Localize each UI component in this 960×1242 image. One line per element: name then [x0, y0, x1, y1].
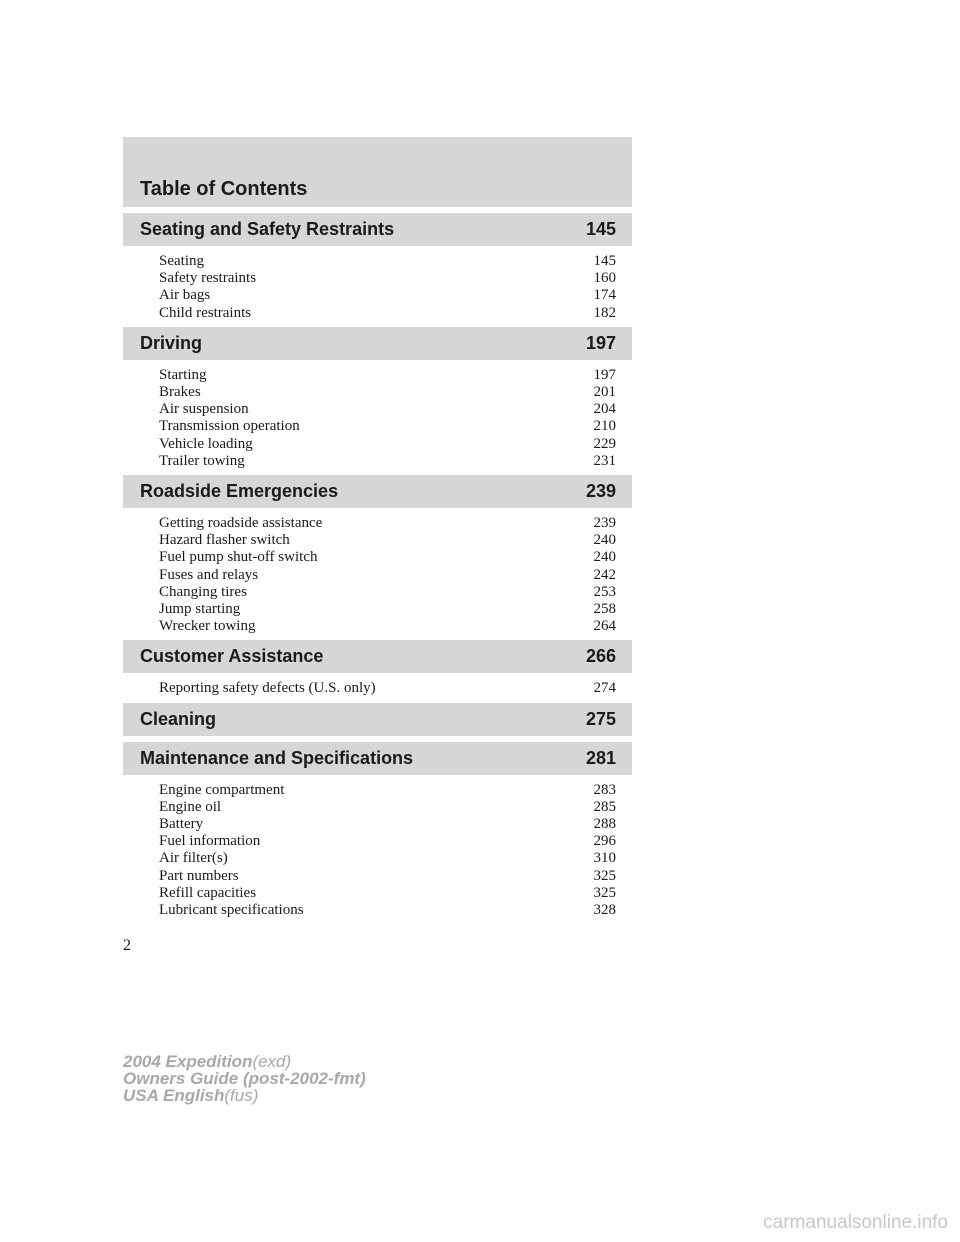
section-header[interactable] [123, 703, 632, 736]
section-header[interactable] [123, 213, 632, 246]
entry-label: Reporting safety defects (U.S. only) [159, 680, 376, 697]
toc-entry[interactable] [159, 436, 616, 453]
footer-language-code: (fus) [224, 1086, 259, 1105]
entry-page: 239 [593, 515, 616, 532]
entry-label: Part numbers [159, 867, 239, 884]
entry-page: 182 [593, 304, 616, 321]
page-number: 2 [123, 937, 131, 954]
toc-entry[interactable] [159, 618, 616, 635]
toc-entry[interactable] [159, 885, 616, 902]
entry-page: 242 [593, 566, 616, 583]
toc-entry[interactable] [159, 384, 616, 401]
toc-entry[interactable] [159, 418, 616, 435]
toc-entry[interactable] [159, 549, 616, 566]
entry-page: 264 [593, 618, 616, 635]
entry-label: Battery [159, 816, 204, 833]
section-page: 145 [585, 219, 616, 239]
section-title: Customer Assistance [140, 646, 324, 667]
section-title: Seating and Safety Restraints [140, 219, 395, 239]
footer-model: 2004 Expedition [123, 1052, 253, 1071]
toc-entry[interactable] [159, 567, 616, 584]
entry-label: Air bags [159, 287, 211, 304]
toc-entry[interactable] [159, 515, 616, 532]
entry-page: 310 [593, 850, 616, 867]
entry-page: 253 [593, 583, 616, 600]
entry-label: Air filter(s) [159, 850, 228, 867]
entry-label: Safety restraints [159, 270, 257, 287]
entry-label: Brakes [159, 384, 201, 401]
entry-page: 229 [593, 435, 616, 452]
entry-page: 160 [593, 270, 616, 287]
section-title: Driving [140, 332, 203, 353]
entry-page: 231 [593, 452, 616, 469]
entry-label: Air suspension [159, 401, 249, 418]
toc-header [123, 137, 632, 207]
toc-entry[interactable] [159, 902, 616, 919]
entry-label: Refill capacities [159, 884, 257, 901]
section-page: 275 [585, 708, 616, 729]
entry-page: 204 [593, 401, 616, 418]
section-title: Cleaning [140, 708, 217, 729]
entry-page: 325 [593, 867, 616, 884]
toc-entry[interactable] [159, 799, 616, 816]
entry-label: Lubricant specifications [159, 902, 304, 919]
entry-label: Getting roadside assistance [159, 515, 323, 532]
toc-entry[interactable] [159, 367, 616, 384]
entry-label: Fuses and relays [159, 566, 259, 583]
entry-label: Hazard flasher switch [159, 532, 290, 549]
entry-label: Engine compartment [159, 781, 285, 798]
section-header[interactable] [123, 327, 632, 360]
section-entries [123, 775, 632, 925]
toc-sections [123, 213, 632, 924]
entry-page: 201 [593, 384, 616, 401]
toc-entry[interactable] [159, 868, 616, 885]
entry-label: Trailer towing [159, 452, 245, 469]
footer-language: USA English [123, 1086, 225, 1105]
entry-page: 274 [593, 680, 616, 697]
entry-label: Starting [159, 366, 207, 383]
entry-page: 296 [593, 833, 616, 850]
section-page: 197 [585, 332, 616, 353]
entry-page: 240 [593, 532, 616, 549]
entry-page: 288 [593, 816, 616, 833]
entry-page: 285 [593, 798, 616, 815]
section-entries [123, 360, 632, 475]
entry-label: Fuel pump shut-off switch [159, 549, 318, 566]
section-entries [123, 673, 632, 702]
watermark: carmanualsonline.info [763, 1212, 948, 1233]
entry-label: Child restraints [159, 304, 252, 321]
entry-page: 240 [593, 549, 616, 566]
toc-entry[interactable] [159, 253, 616, 270]
section-header[interactable] [123, 475, 632, 508]
entry-label: Jump starting [159, 601, 241, 618]
toc-entry[interactable] [159, 816, 616, 833]
entry-label: Changing tires [159, 583, 247, 600]
section-title: Maintenance and Specifications [140, 747, 414, 768]
entry-page: 328 [593, 902, 616, 919]
section-title: Roadside Emergencies [140, 481, 339, 502]
entry-label: Seating [159, 253, 204, 269]
section-header[interactable] [123, 640, 632, 673]
toc-entry[interactable] [159, 782, 616, 799]
toc-entry[interactable] [159, 305, 616, 322]
toc-entry[interactable] [159, 401, 616, 418]
toc-entry[interactable] [159, 680, 616, 697]
toc-entry[interactable] [159, 833, 616, 850]
section-entries [123, 508, 632, 640]
footer-guide: Owners Guide (post-2002-fmt) [123, 1069, 366, 1088]
toc-entry[interactable] [159, 532, 616, 549]
toc-entry[interactable] [159, 270, 616, 287]
section-page: 239 [585, 481, 616, 502]
entry-page: 210 [593, 418, 616, 435]
toc-entry[interactable] [159, 601, 616, 618]
entry-label: Engine oil [159, 798, 222, 815]
page-title: Table of Contents [140, 178, 308, 200]
toc-entry[interactable] [159, 850, 616, 867]
entry-page: 258 [593, 601, 616, 618]
entry-label: Vehicle loading [159, 435, 253, 452]
entry-page: 197 [593, 366, 616, 383]
section-header[interactable] [123, 742, 632, 775]
entry-label: Transmission operation [159, 418, 300, 435]
toc-entry[interactable] [159, 287, 616, 304]
entry-page: 283 [593, 781, 616, 798]
entry-page: 325 [593, 884, 616, 901]
entry-page: 174 [593, 287, 616, 304]
toc-entry[interactable] [159, 584, 616, 601]
entry-label: Fuel information [159, 833, 261, 850]
section-page: 281 [585, 747, 616, 768]
section-entries [123, 246, 632, 327]
footer-model-code: (exd) [252, 1052, 292, 1071]
section-page: 266 [585, 646, 616, 667]
entry-label: Wrecker towing [159, 618, 256, 635]
entry-page: 145 [593, 253, 616, 269]
toc-entry[interactable] [159, 453, 616, 470]
footer [123, 1053, 366, 1104]
